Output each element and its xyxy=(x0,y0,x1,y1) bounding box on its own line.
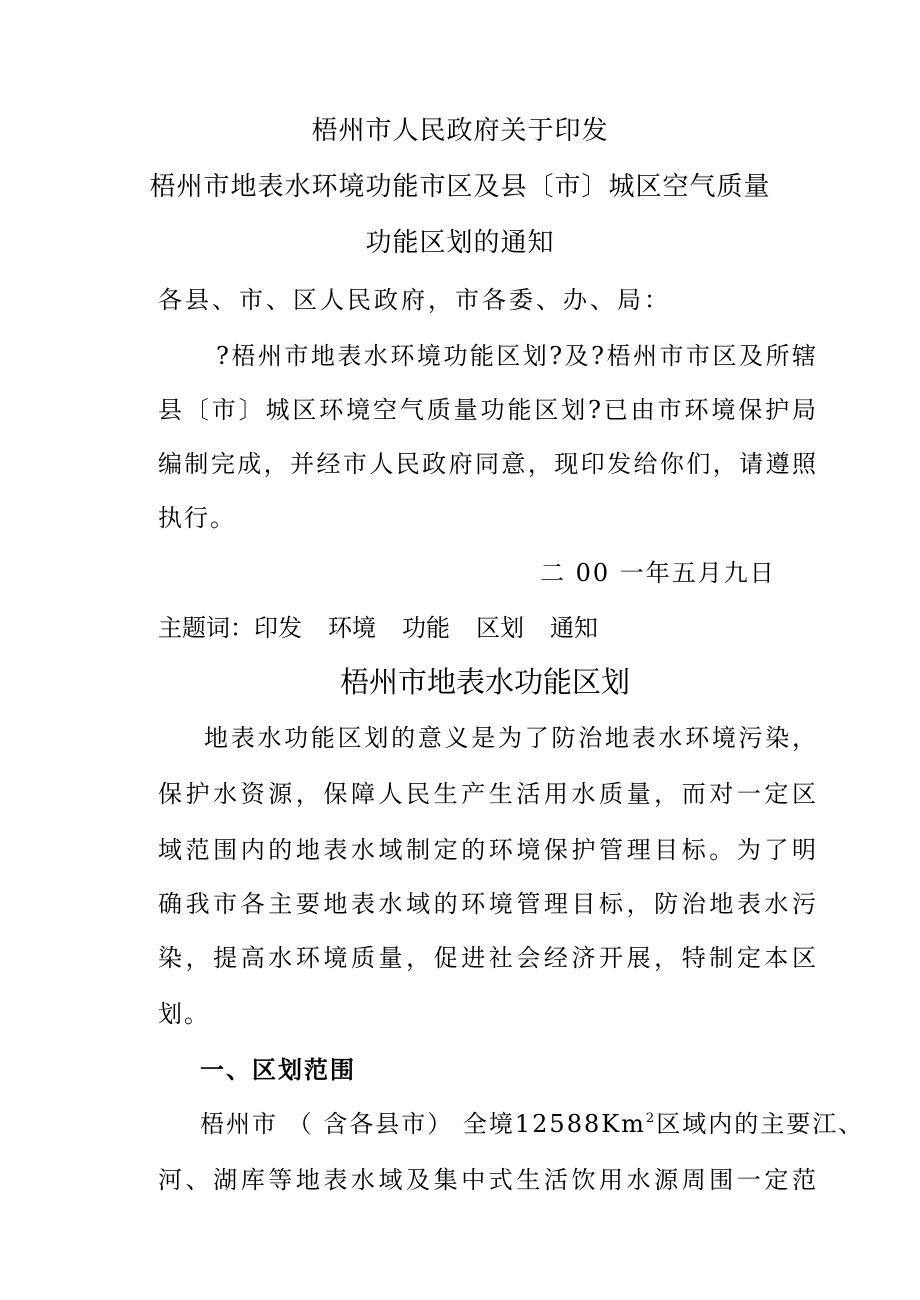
keywords-label: 主题词： xyxy=(158,614,254,642)
keyword-item: 环境 xyxy=(328,614,376,642)
keyword-item: 通知 xyxy=(550,614,598,642)
scope-line-1-text: 梧州市 （ 含各县市） 全境12588Km xyxy=(200,1110,646,1138)
intro-line-5: 染，提高水环境质量，促进社会经济开展，特制定本区 xyxy=(158,944,818,972)
notice-title-line-1: 梧州市人民政府关于印发 xyxy=(311,116,609,146)
intro-line-4: 确我市各主要地表水域的环境管理目标，防治地表水污 xyxy=(158,890,818,918)
scope-line-1-text-end: 区域内的主要江、 xyxy=(656,1110,865,1138)
keyword-item: 印发 xyxy=(254,614,302,642)
area-unit-superscript: 2 xyxy=(645,1111,657,1126)
keywords-row xyxy=(158,608,624,643)
intro-line-2: 保护水资源，保障人民生产生活用水质量，而对一定区 xyxy=(158,780,818,808)
notice-body-line-2: 县〔市〕城区环境空气质量功能区划?已由市环境保护局 xyxy=(158,396,818,424)
scope-line-2: 河、湖库等地表水域及集中式生活饮用水源周围一定范 xyxy=(158,1166,818,1194)
keyword-item: 区划 xyxy=(476,614,524,642)
issue-date: 二 00 一年五月九日 xyxy=(540,559,776,587)
notice-title-line-2: 梧州市地表水环境功能市区及县〔市〕城区空气质量 xyxy=(149,172,771,202)
section-heading-scope: 一、区划范围 xyxy=(200,1055,356,1084)
keyword-item: 功能 xyxy=(402,614,450,642)
section-title: 梧州市地表水功能区划 xyxy=(339,665,630,699)
intro-line-3: 域范围内的地表水域制定的环境保护管理目标。为了明 xyxy=(158,836,818,864)
intro-line-6: 划。 xyxy=(158,1000,210,1028)
scope-line-1 xyxy=(200,1104,865,1139)
notice-body-line-3: 编制完成，并经市人民政府同意，现印发给你们，请遵照 xyxy=(158,450,818,478)
notice-body-line-1: ?梧州市地表水环境功能区划?及?梧州市市区及所辖 xyxy=(216,342,818,370)
notice-body-line-4: 执行。 xyxy=(158,504,236,532)
intro-line-1: 地表水功能区划的意义是为了防治地表水环境污染， xyxy=(204,724,818,752)
notice-title-line-3: 功能区划的通知 xyxy=(365,228,555,258)
salutation: 各县、市、区人民政府，市各委、办、局： xyxy=(158,286,671,314)
